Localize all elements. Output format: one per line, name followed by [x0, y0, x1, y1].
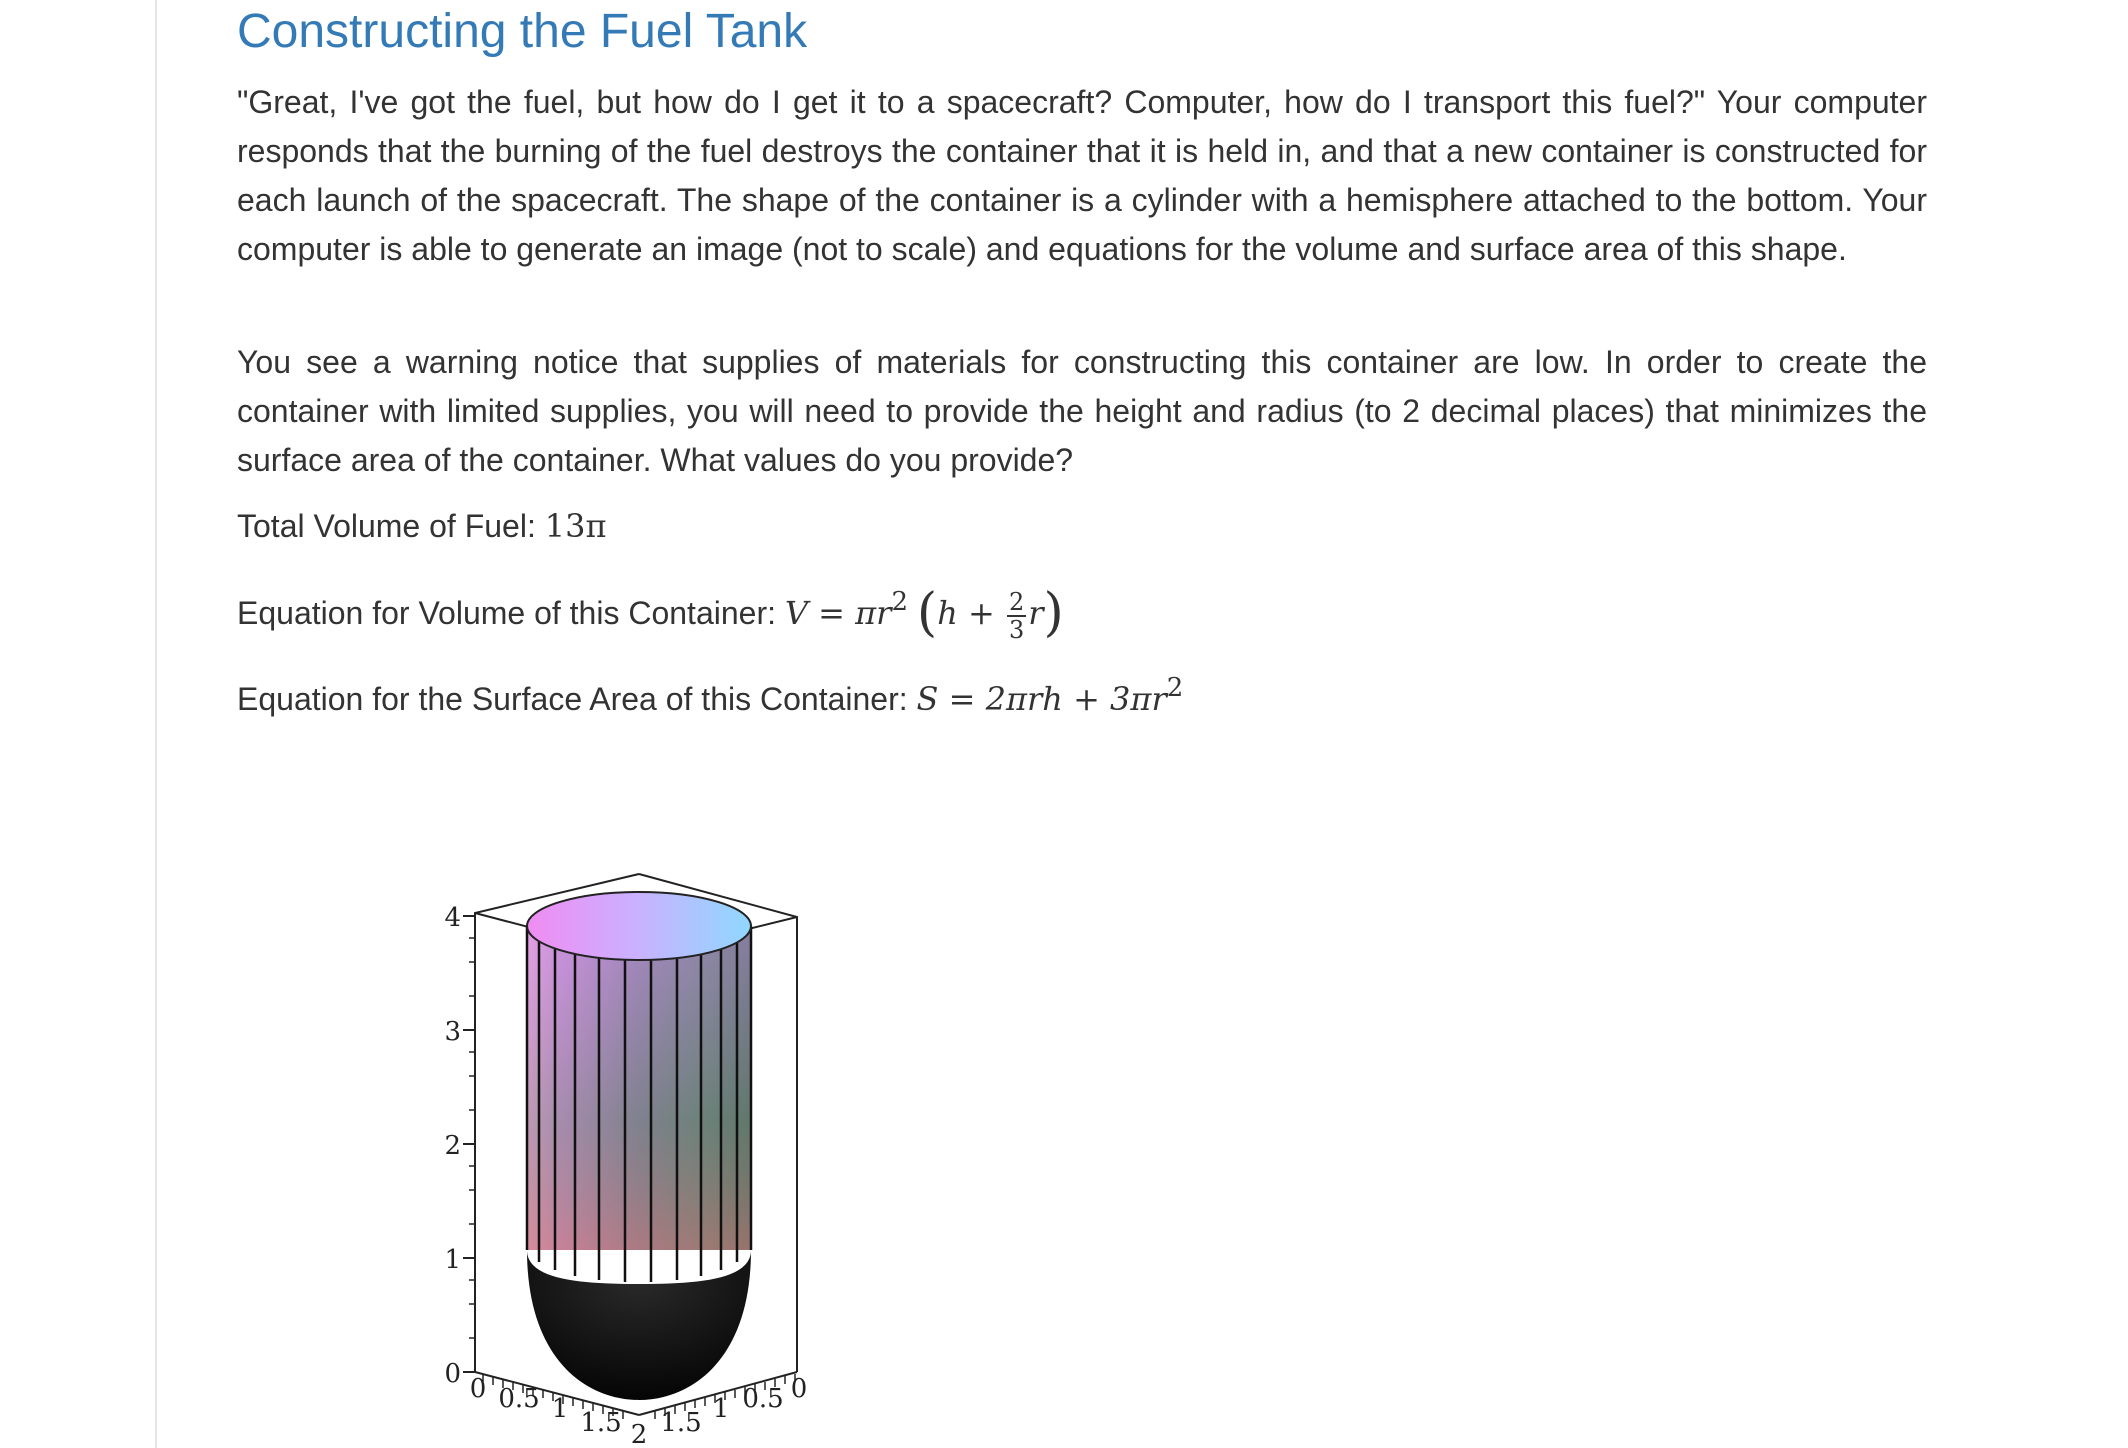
cylinder-body-tint: [527, 926, 751, 1250]
total-volume-line: [237, 506, 606, 546]
surface-eq-exponent: 2: [1166, 673, 1184, 703]
x-tick-1: 1: [551, 1394, 569, 1424]
z-tick-3: 3: [444, 1017, 461, 1047]
volume-eq-pi-r: πr: [855, 594, 892, 632]
surface-equation-label: Equation for the Surface Area of this Container:: [237, 681, 917, 717]
total-volume-label: Total Volume of Fuel:: [237, 508, 545, 544]
y-tick-1-5: 1.5: [660, 1408, 702, 1438]
surface-eq-equals: =: [938, 680, 986, 718]
y-tick-0-5: 0.5: [742, 1384, 784, 1414]
y-tick-0: 0: [790, 1374, 808, 1404]
surface-eq-lhs: S: [916, 680, 939, 718]
surface-equation-line: [237, 668, 1183, 719]
volume-eq-r: r: [1028, 594, 1044, 632]
volume-eq-h: h: [937, 594, 958, 632]
y-tick-1: 1: [712, 1394, 730, 1424]
fraction-denominator: 3: [1008, 615, 1025, 644]
volume-eq-plus: +: [957, 594, 1005, 632]
x-tick-1-5: 1.5: [580, 1408, 622, 1438]
volume-equation-label: Equation for Volume of this Container:: [237, 595, 785, 631]
z-tick-1: 1: [444, 1245, 461, 1275]
section-title: Constructing the Fuel Tank: [237, 5, 808, 58]
left-border-rule: [155, 0, 157, 1448]
total-volume-value: 13π: [544, 507, 607, 545]
volume-eq-fraction: [1007, 589, 1026, 643]
volume-eq-close-paren: ): [1043, 583, 1064, 643]
z-tick-4: 4: [444, 903, 461, 933]
fraction-numerator: 2: [1008, 587, 1025, 616]
z-tick-0: 0: [444, 1359, 461, 1389]
z-tick-2: 2: [444, 1131, 461, 1161]
x-tick-0: 0: [469, 1374, 487, 1404]
surface-eq-plus: +: [1062, 680, 1111, 718]
task-paragraph: You see a warning notice that supplies of materials for constructing this container are low. In order to create the container with limited supplies, you will need to provide the height and radius (to 2 decimal places) that minimizes the surface area of the container. What values do you provide?: [237, 344, 1927, 478]
x-tick-0-5: 0.5: [498, 1384, 540, 1414]
volume-equation-line: [237, 582, 1064, 643]
volume-eq-open-paren: (: [916, 583, 938, 643]
volume-eq-lhs: V: [784, 594, 808, 632]
fuel-tank-3d-plot: [237, 860, 857, 1448]
volume-eq-equals: =: [807, 594, 856, 632]
hemisphere-bottom: [527, 1250, 751, 1400]
surface-eq-term1: 2πrh: [985, 680, 1063, 718]
volume-eq-exponent: 2: [891, 587, 909, 617]
z-axis: [444, 903, 475, 1389]
x-tick-2: 2: [630, 1420, 648, 1448]
intro-paragraph: "Great, I've got the fuel, but how do I get it to a spacecraft? Computer, how do I transport this fuel?" Your computer responds that the burning of the fuel destroys the container that it is held in, and that a new container is constructed for each launch of the spacecraft. The shape of the container is a cylinder with a hemisphere attached to the bottom. Your computer is able to generate an image (not to scale) and equations for the volume and surface area of this shape.: [237, 84, 1927, 267]
surface-eq-term2: 3πr: [1110, 680, 1167, 718]
top-cap: [527, 892, 751, 960]
